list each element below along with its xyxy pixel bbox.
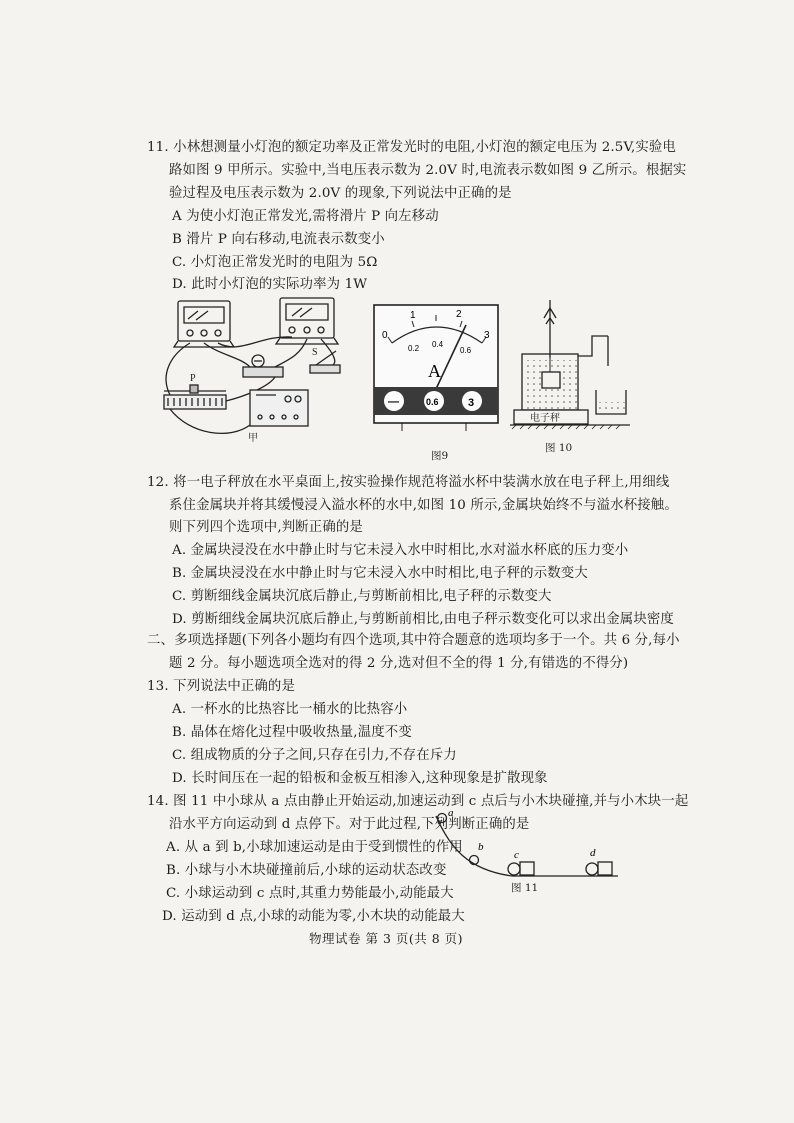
fig9-label-jia: 甲 [248,433,258,444]
fig10-caption: 图 10 [545,442,573,454]
q11-stem-line2: 路如图 9 甲所示。实验中,当电压表示数为 2.0V 时,电流表示数如图 9 乙所示。根据实 [169,163,687,178]
q12-option-a: A. 金属块浸没在水中静止时与它未浸入水中时相比,水对溢水杯底的压力变小 [172,543,629,558]
figure-10-overflow-cup [508,298,633,433]
dial-tick-0-6: 0.6 [460,346,472,355]
figure-9-circuit [150,295,360,445]
fig11-point-b: b [478,841,484,853]
section-2-heading-line2: 题 2 分。每小题选项全选对的得 2 分,选对但不全的得 1 分,有错选的不得分) [169,656,629,671]
page-footer: 物理试卷 第 3 页(共 8 页) [309,931,464,946]
fig11-point-c: c [514,849,519,861]
dial-terminal-3: 3 [468,397,475,409]
q14-option-a: A. 从 a 到 b,小球加速运动是由于受到惯性的作用 [166,840,463,855]
q13-option-a: A. 一杯水的比热容比一桶水的比热容小 [172,702,408,717]
q14-option-b: B. 小球与小木块碰撞前后,小球的运动状态改变 [166,863,447,878]
fig10-scale-label: 电子秤 [530,413,560,424]
dial-terminal-0-6: 0.6 [426,397,439,407]
q11-option-b: B 滑片 P 向右移动,电流表示数变小 [172,232,385,247]
q12-stem-line3: 则下列四个选项中,判断正确的是 [169,520,363,535]
dial-tick-1: 1 [410,310,416,321]
section-2-heading-line1: 二、多项选择题(下列各小题均有四个选项,其中符合题意的选项均多于一个。共 6 分,每小 [147,633,680,648]
q11-option-c: C. 小灯泡正常发光时的电阻为 5Ω [172,255,378,270]
dial-tick-0: 0 [382,330,388,341]
dial-unit-label: A [428,361,441,381]
fig9-label-p: P [190,373,196,384]
q14-stem-line2: 沿水平方向运动到 d 点停下。对于此过程,下列判断正确的是 [169,817,530,832]
q12-option-d: D. 剪断细线金属块沉底后静止,与剪断前相比,由电子秤示数变化可以求出金属块密度 [172,612,674,627]
q13-option-d: D. 长时间压在一起的铅板和金板互相渗入,这种现象是扩散现象 [172,771,548,786]
q11-stem-line3: 验过程及电压表示数为 2.0V 的现象,下列说法中正确的是 [169,186,512,201]
q14-option-c: C. 小球运动到 c 点时,其重力势能最小,动能最大 [166,886,454,901]
q12-option-b: B. 金属块浸没在水中静止时与它未浸入水中时相比,电子秤的示数变大 [172,566,588,581]
q13-option-c: C. 组成物质的分子之间,只存在引力,不存在斥力 [172,748,457,763]
q12-stem-line2: 系住金属块并将其缓慢浸入溢水杯的水中,如图 10 所示,金属块始终不与溢水杯接触。 [169,498,678,513]
fig11-point-a: a [448,808,454,819]
dial-terminal-negative: — [388,396,399,408]
dial-tick-2: 2 [456,309,462,320]
q11-stem-line1: 11. 小林想测量小灯泡的额定功率及正常发光时的电阻,小灯泡的额定电压为 2.5V,实验电 [147,140,676,155]
dial-tick-0-4: 0.4 [432,340,444,349]
q14-stem-line1: 14. 图 11 中小球从 a 点由静止开始运动,加速运动到 c 点后与小木块碰撞,并与小木块一起 [147,794,689,809]
q13-stem: 13. 下列说法中正确的是 [147,679,296,694]
dial-tick-3: 3 [484,330,490,341]
fig11-point-d: d [590,847,596,859]
q11-option-a: A 为使小灯泡正常发光,需将滑片 P 向左移动 [172,209,439,224]
q14-option-d: D. 运动到 d 点,小球的动能为零,小木块的动能最大 [162,909,465,924]
q11-option-d: D. 此时小灯泡的实际功率为 1W [172,277,368,292]
fig11-caption: 图 11 [511,882,539,894]
q12-option-c: C. 剪断细线金属块沉底后静止,与剪断前相比,电子秤的示数变大 [172,589,552,604]
dial-tick-0-2: 0.2 [408,344,420,353]
figure-9-ammeter-dial [372,303,500,431]
q13-option-b: B. 晶体在熔化过程中吸收热量,温度不变 [172,725,412,740]
q12-stem-line1: 12. 将一电子秤放在水平桌面上,按实验操作规范将溢水杯中装满水放在电子秤上,用细线 [147,475,670,490]
fig9-label-s: S [312,347,318,358]
fig9-caption: 图9 [431,450,449,462]
